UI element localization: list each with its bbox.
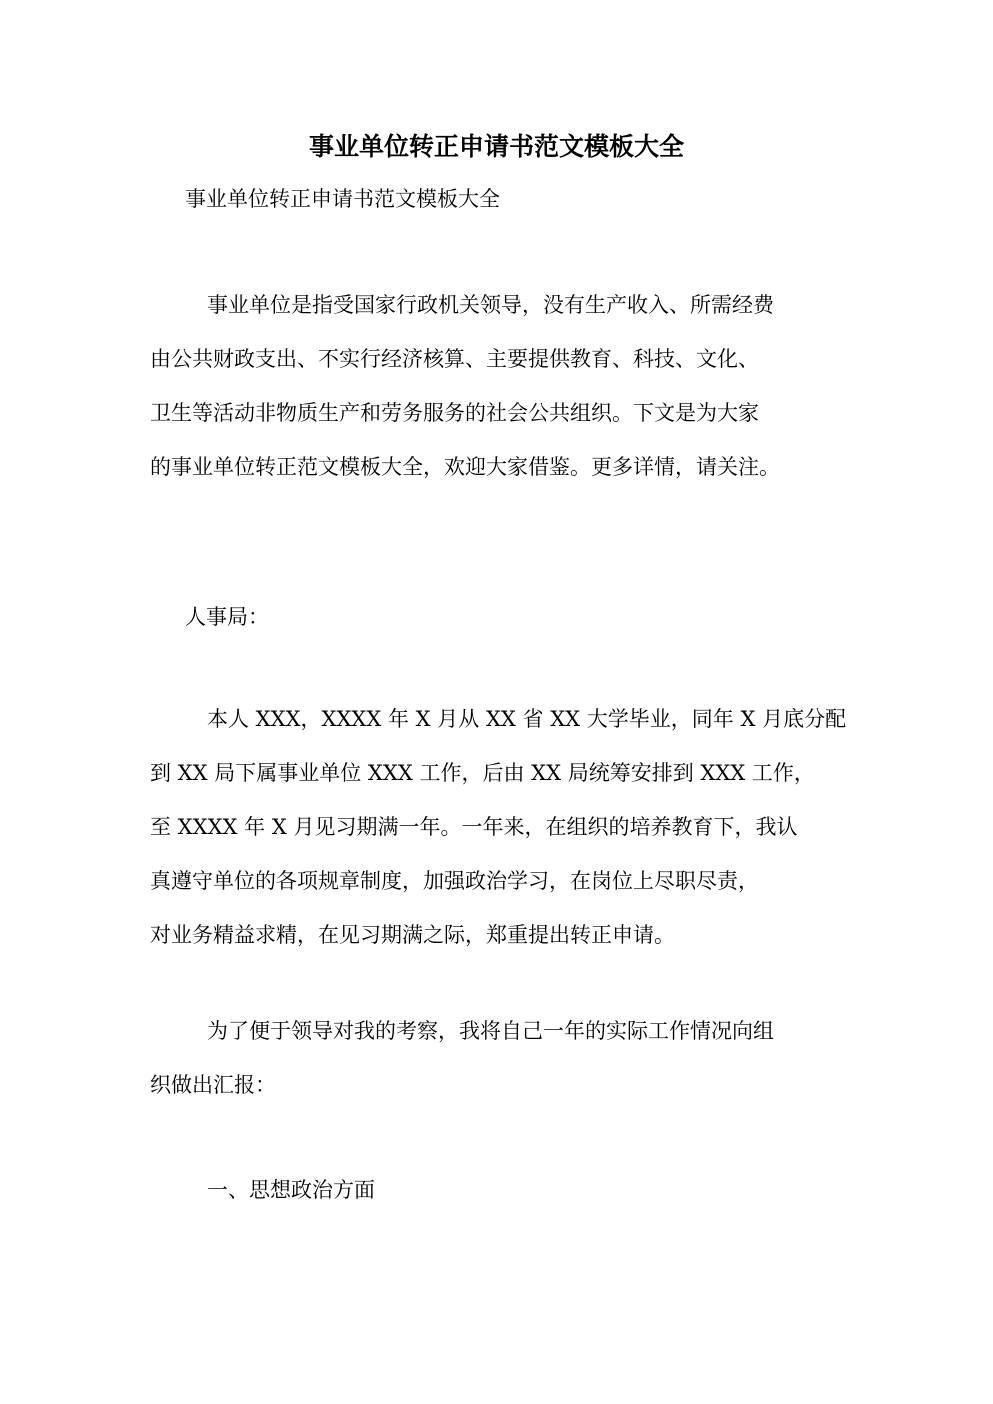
body-paragraph-1	[150, 692, 850, 962]
section-heading-1: 一、思想政治方面	[207, 1178, 375, 1202]
body-line: 织做出汇报：	[150, 1073, 276, 1097]
document-subtitle: 事业单位转正申请书范文模板大全	[185, 187, 500, 211]
body-line: 到 XX 局下属事业单位 XXX 工作，后由 XX 局统筹安排到 XXX 工作，	[150, 761, 815, 785]
document-title: 事业单位转正申请书范文模板大全	[308, 132, 684, 161]
body-line: 为了便于领导对我的考察，我将自己一年的实际工作情况向组	[207, 1019, 774, 1043]
body-paragraph-2	[150, 1004, 850, 1112]
body-line: 真遵守单位的各项规章制度，加强政治学习，在岗位上尽职尽责，	[150, 869, 759, 893]
intro-paragraph	[150, 278, 850, 494]
body-line: 至 XXXX 年 X 月见习期满一年。一年来，在组织的培养教育下，我认	[150, 815, 798, 839]
body-line: 对业务精益求精，在见习期满之际，郑重提出转正申请。	[150, 923, 675, 947]
intro-line: 卫生等活动非物质生产和劳务服务的社会公共组织。下文是为大家	[150, 401, 759, 425]
salutation: 人事局：	[185, 605, 269, 629]
intro-line: 事业单位是指受国家行政机关领导，没有生产收入、所需经费	[207, 293, 774, 317]
intro-line: 由公共财政支出、不实行经济核算、主要提供教育、科技、文化、	[150, 347, 759, 371]
body-line: 本人 XXX，XXXX 年 X 月从 XX 省 XX 大学毕业，同年 X 月底分配	[207, 707, 847, 731]
intro-line: 的事业单位转正范文模板大全，欢迎大家借鉴。更多详情，请关注。	[150, 455, 780, 479]
